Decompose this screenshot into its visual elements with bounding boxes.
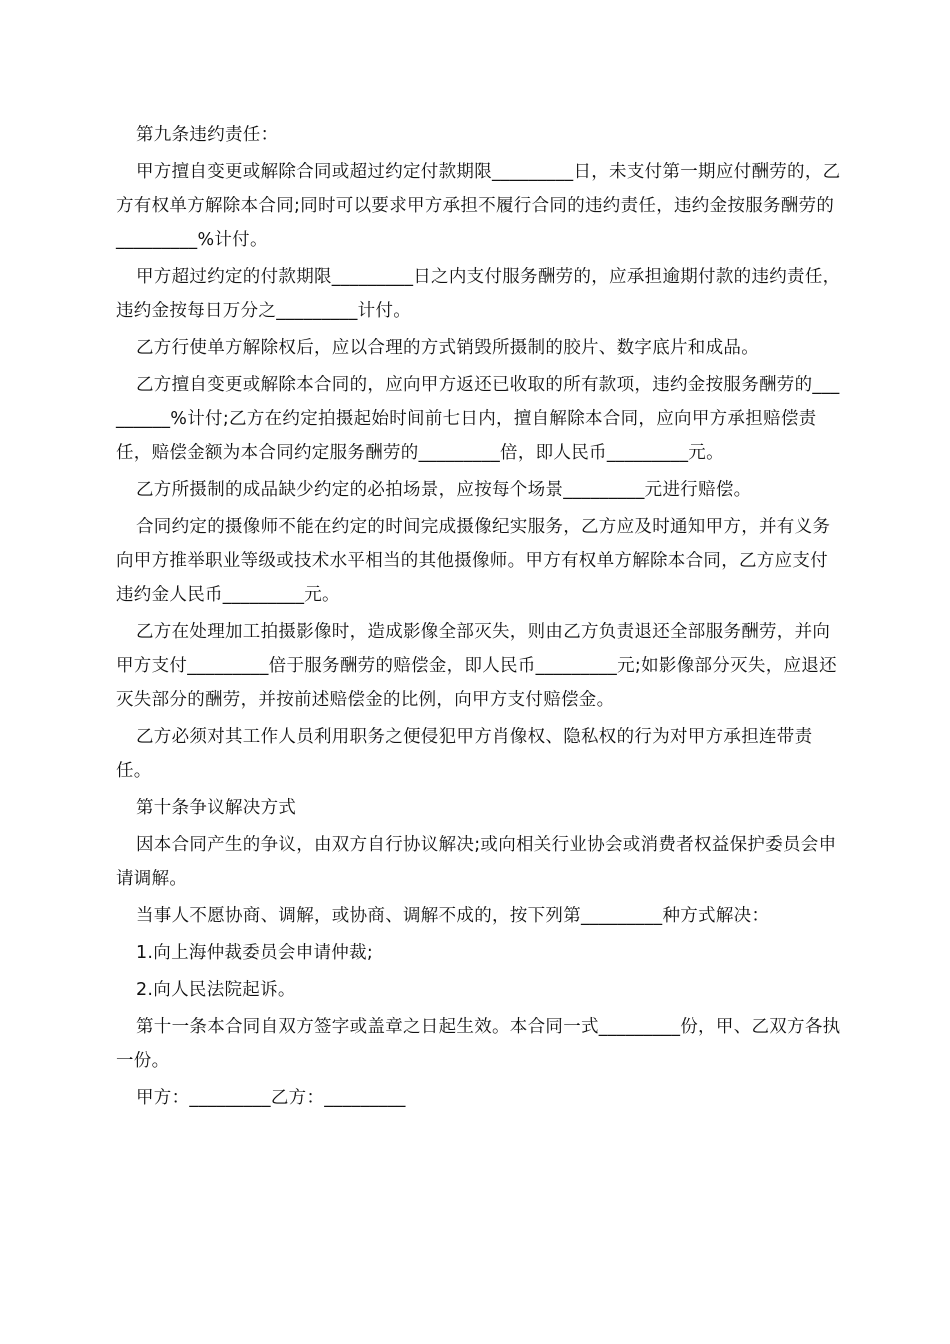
paragraph-effectiveness-copies: 第十一条本合同自双方签字或盖章之日起生效。本合同一式_________份，甲、乙双方各执一份。 — [116, 1017, 841, 1071]
paragraph-missing-scene-compensation: 乙方所摄制的成品缺少约定的必拍场景，应按每个场景_________元进行赔偿。 — [136, 480, 752, 500]
paragraph-party-a-late-payment-termination: 甲方擅自变更或解除合同或超过约定付款期限_________日，未支付第一期应付酬劳的，乙方有权单方解除本合同;同时可以要求甲方承担不履行合同的违约责任，违约金按服务酬劳的_________%计付。 — [116, 162, 841, 250]
paragraph-mediation: 因本合同产生的争议，由双方自行协议解决;或向相关行业协会或消费者权益保护委员会申请调解。 — [116, 835, 837, 889]
contract-page — [116, 118, 842, 1118]
paragraph-privacy-liability: 乙方必须对其工作人员利用职务之便侵犯甲方肖像权、隐私权的行为对甲方承担连带责任。 — [116, 727, 813, 781]
signature-line: 甲方：_________乙方：_________ — [136, 1088, 406, 1108]
paragraph-party-a-overdue-penalty: 甲方超过约定的付款期限_________日之内支付服务酬劳的，应承担逾期付款的违约责任，违约金按每日万分之_________计付。 — [116, 267, 841, 321]
paragraph-footage-loss-compensation: 乙方在处理加工拍摄影像时，造成影像全部灭失，则由乙方负责退还全部服务酬劳，并向甲方支付_________倍于服务酬劳的赔偿金，即人民币_________元;如影像部分灭失，应退还灭失部分的酬劳，并按前述赔偿金的比例，向甲方支付赔偿金。 — [116, 622, 837, 710]
paragraph-videographer-replacement: 合同约定的摄像师不能在约定的时间完成摄像纪实服务，乙方应及时通知甲方，并有义务向甲方推举职业等级或技术水平相当的其他摄像师。甲方有权单方解除本合同，乙方应支付违约金人民币_________元。 — [116, 517, 831, 605]
paragraph-party-b-destroy-materials: 乙方行使单方解除权后，应以合理的方式销毁所摄制的胶片、数字底片和成品。 — [136, 338, 759, 358]
list-item-arbitration: 1.向上海仲裁委员会申请仲裁; — [136, 943, 374, 963]
section-heading-dispute-resolution: 第十条争议解决方式 — [136, 798, 297, 818]
list-item-litigation: 2.向人民法院起诉。 — [136, 980, 296, 1000]
paragraph-party-b-termination-penalty: 乙方擅自变更或解除本合同的，应向甲方返还已收取的所有款项，违约金按服务酬劳的_________%计付;乙方在约定拍摄起始时间前七日内，擅自解除本合同，应向甲方承担赔偿责任，赔偿金额为本合同约定服务酬劳的_________倍，即人民币_________元。 — [116, 375, 840, 463]
section-heading-breach-liability: 第九条违约责任： — [136, 125, 279, 145]
paragraph-resolution-options: 当事人不愿协商、调解，或协商、调解不成的，按下列第_________种方式解决： — [136, 906, 770, 926]
